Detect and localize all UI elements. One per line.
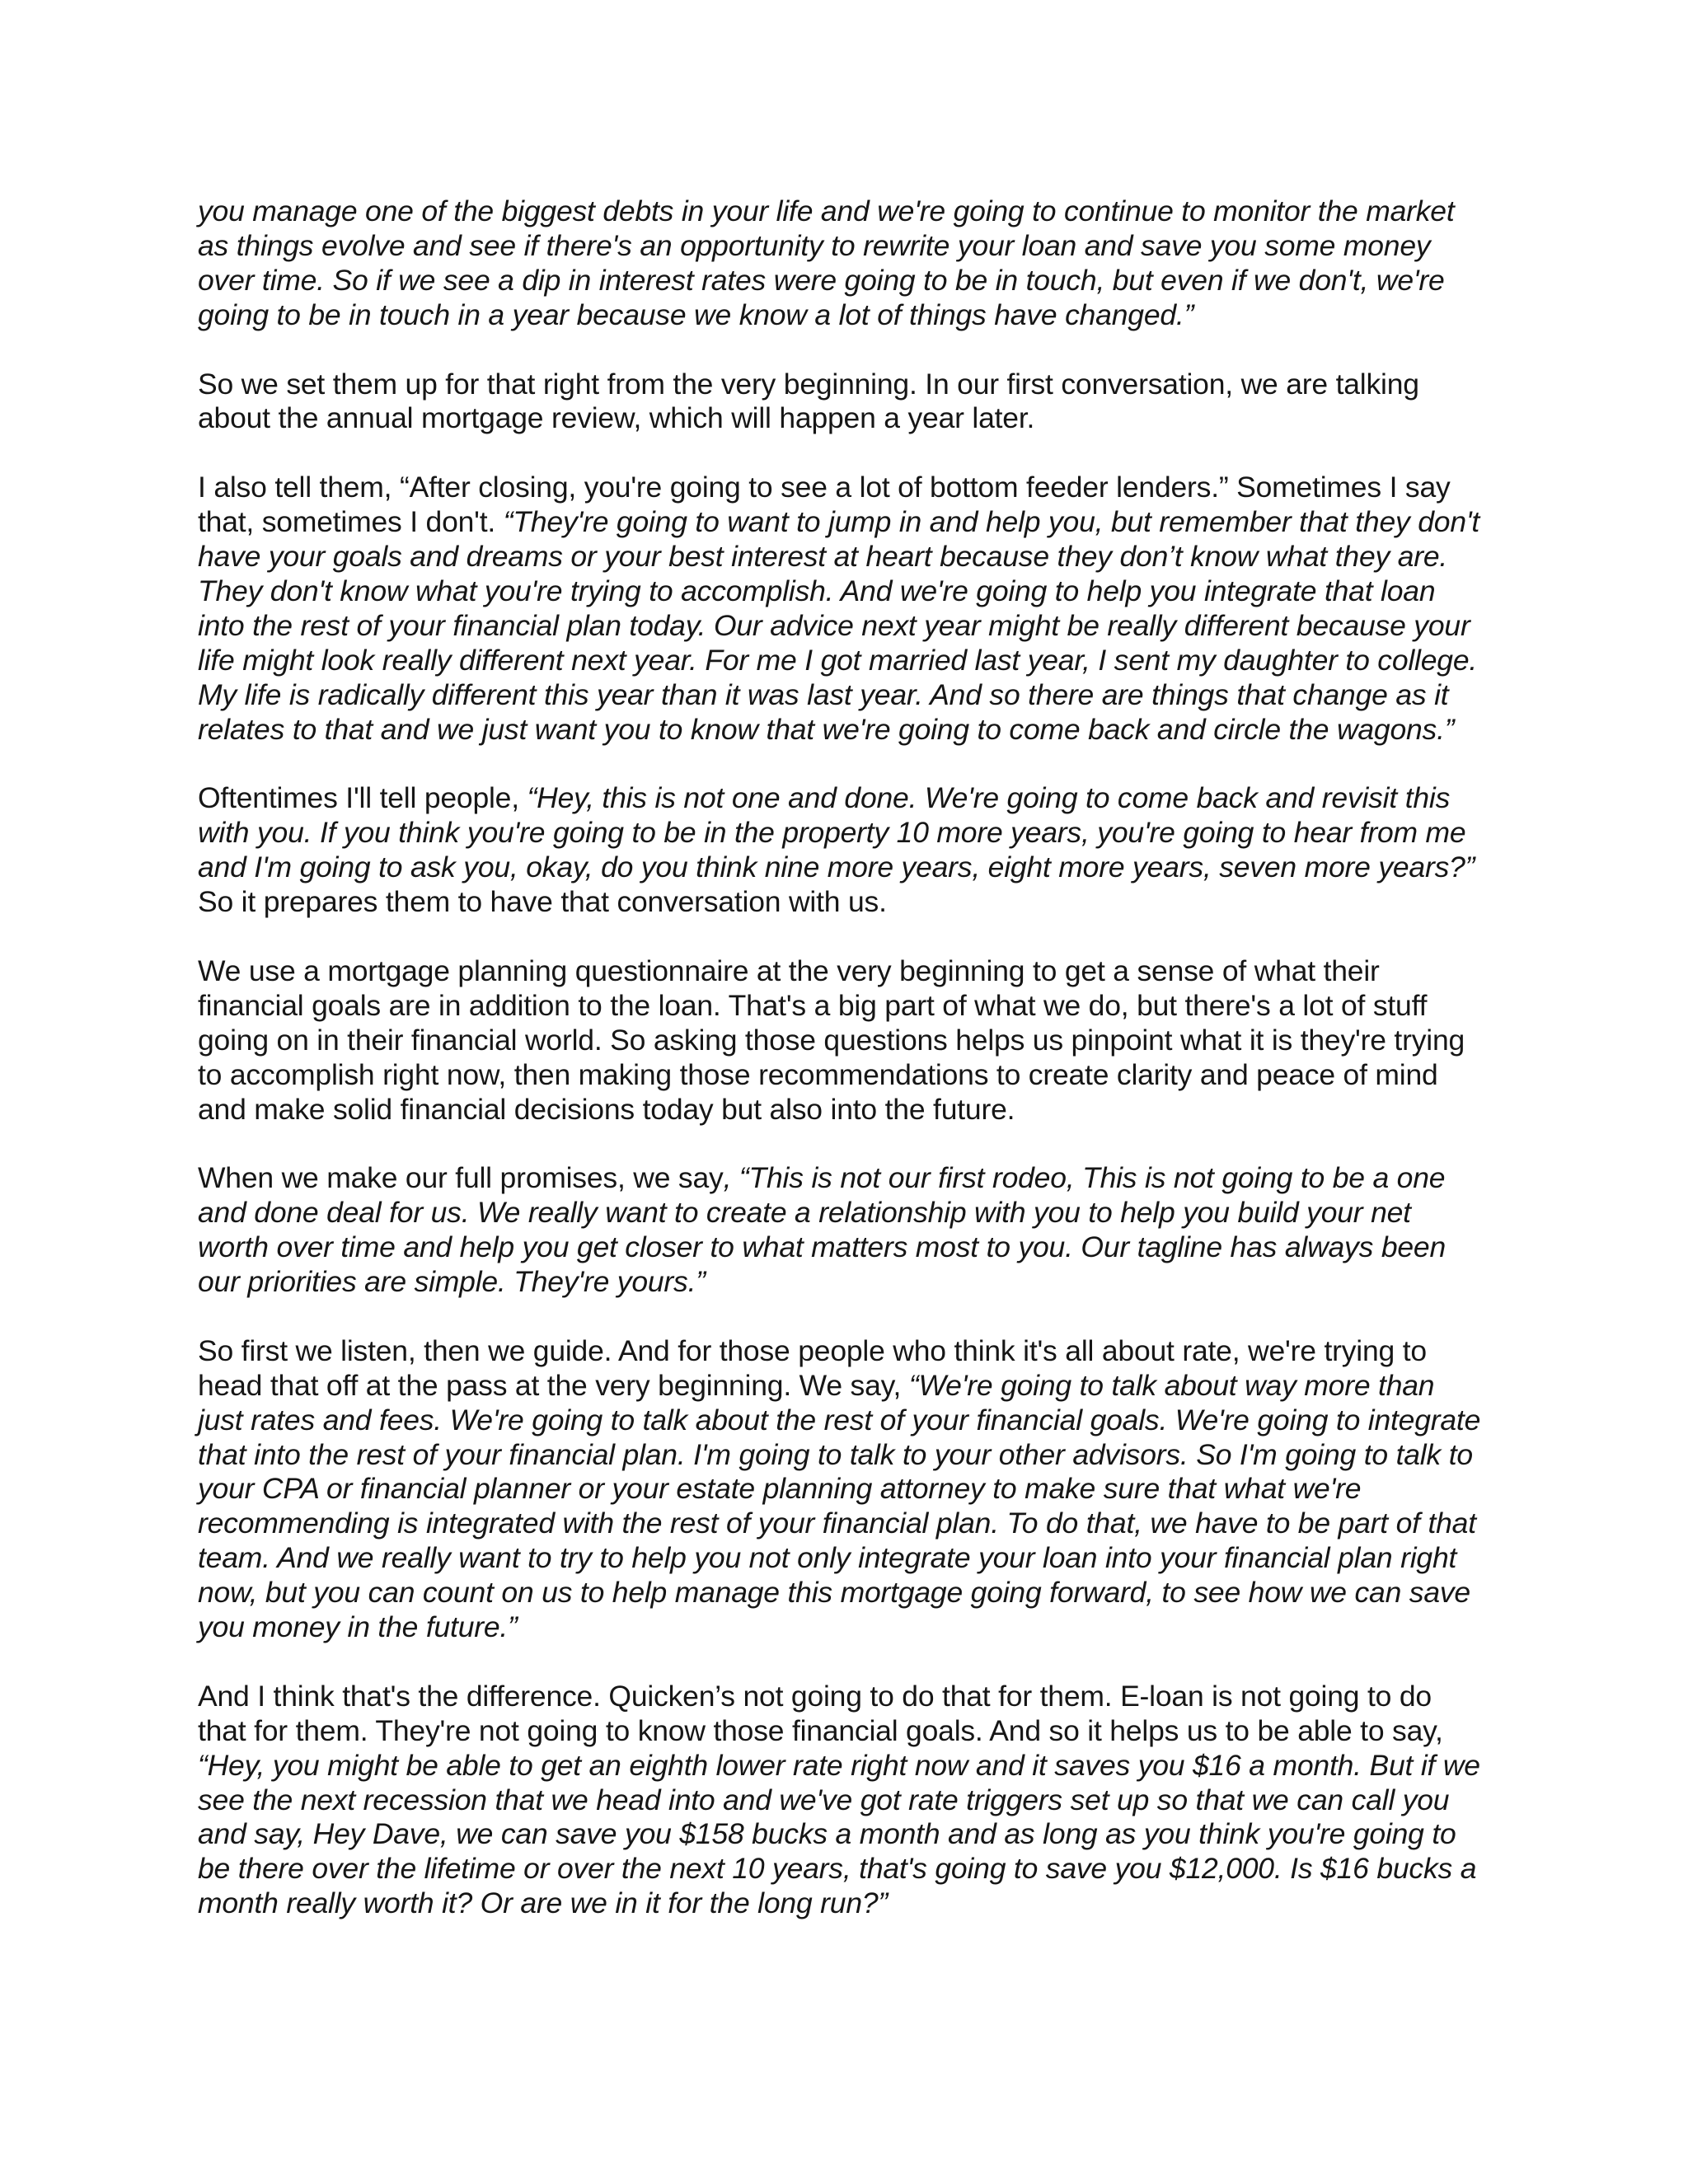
- quote-text: “Hey, you might be able to get an eighth lower rate right now and it saves you $16 a month. But if we see the next recession that we head into and we've got rate triggers set up so that we can call you and say, Hey Dave, we can save you $158 bucks a month and as long as you think you're going to be there over the lifetime or over the next 10 years, that's going to save you $12,000. Is $16 bucks a month really worth it? Or are we in it for the long run?”: [198, 1748, 1480, 1920]
- body-text: And I think that's the difference. Quicken’s not going to do that for them. E-loan is not going to do that for them. They're not going to know those financial goals. And so it helps us to be able to say,: [198, 1679, 1443, 1747]
- paragraph-2: [198, 368, 1484, 437]
- body-text: When we make our full promises, we say: [198, 1161, 724, 1195]
- paragraph-1: [198, 194, 1484, 333]
- paragraph-7: [198, 1334, 1484, 1645]
- quote-text: , “This is not our first rodeo, This is not going to be a one and done deal for us. We really want to create a relationship with you to help you build your net worth over time and help you get closer to what matters most to you. Our tagline has always been our priorities are simple. They're yours.”: [198, 1161, 1446, 1299]
- paragraph-4: [198, 781, 1484, 920]
- quote-text: you manage one of the biggest debts in your life and we're going to continue to monitor the market as things evolve and see if there's an opportunity to rewrite your loan and save you some money over time. So if we see a dip in interest rates were going to be in touch, but even if we don't, we're going to be in touch in a year because we know a lot of things have changed.”: [198, 194, 1455, 331]
- quote-text: “They're going to want to jump in and help you, but remember that they don't have your goals and dreams or your best interest at heart because they don’t know what they are. They don't know what you're trying to accomplish. And we're going to help you integrate that loan into the rest of your financial plan today. Our advice next year might be really different because your life might look really different next year. For me I got married last year, I sent my daughter to college. My life is radically different this year than it was last year. And so there are things that change as it relates to that and we just want you to know that we're going to come back and circle the wagons.”: [198, 505, 1480, 746]
- quote-text: “Hey, this is not one and done. We're going to come back and revisit this with you. If you think you're going to be in the property 10 more years, you're going to hear from me and I'm going to ask you, okay, do you think nine more years, eight more years, seven more years?”: [198, 781, 1475, 884]
- paragraph-5: [198, 954, 1484, 1127]
- body-text: So we set them up for that right from the very beginning. In our first conversation, we are talking about the annual mortgage review, which will happen a year later.: [198, 367, 1419, 435]
- quote-text: “We're going to talk about way more than just rates and fees. We're going to talk about the rest of your financial goals. We're going to integrate that into the rest of your financial plan. I'm going to talk to your other advisors. So I'm going to talk to your CPA or financial planner or your estate planning attorney to make sure that what we're recommending is integrated with the rest of your financial plan. To do that, we have to be part of that team. And we really want to try to help you not only integrate your loan into your financial plan right now, but you can count on us to help manage this mortgage going forward, to see how we can save you money in the future.”: [198, 1368, 1481, 1644]
- paragraph-3: [198, 471, 1484, 747]
- body-text: We use a mortgage planning questionnaire at the very beginning to get a sense of what their financial goals are in addition to the loan. That's a big part of what we do, but there's a lot of stuff going on in their financial world. So asking those questions helps us pinpoint what it is they're trying to accomplish right now, then making those recommendations to create clarity and peace of mind and make solid financial decisions today but also into the future.: [198, 954, 1465, 1126]
- body-text: Oftentimes I'll tell people,: [198, 781, 528, 815]
- body-text: So first we listen, then we guide. And for those people who think it's all about rate, we're trying to head that off at the pass at the very beginning. We say,: [198, 1333, 1427, 1402]
- document-page: [198, 194, 1484, 1921]
- paragraph-6: [198, 1161, 1484, 1300]
- body-text: So it prepares them to have that conversation with us.: [198, 885, 887, 919]
- body-text: I also tell them, “After closing, you're going to see a lot of bottom feeder lenders.” Sometimes I say that, sometimes I don't.: [198, 471, 1451, 539]
- paragraph-8: [198, 1680, 1484, 1921]
